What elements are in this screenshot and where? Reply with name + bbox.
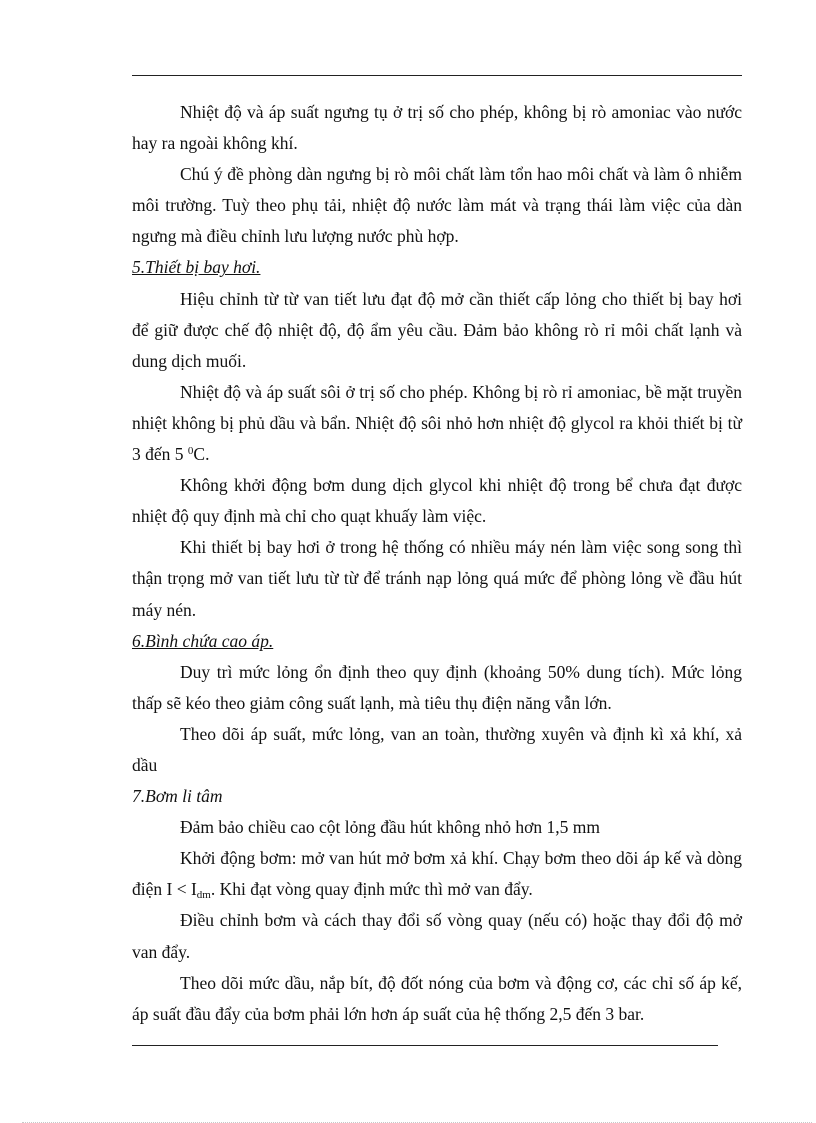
section-heading-5: 5.Thiết bị bay hơi.	[132, 257, 261, 278]
header-rule	[132, 75, 742, 76]
footer-rule	[132, 1045, 718, 1046]
degree-superscript: 0	[187, 445, 194, 458]
section-heading-6: 6.Bình chứa cao áp.	[132, 630, 274, 651]
paragraph: Hiệu chỉnh từ từ van tiết lưu đạt độ mở cần thiết cấp lỏng cho thiết bị bay hơi để giữ được chế độ nhiệt độ, độ ẩm yêu cầu. Đảm bảo không rò rỉ môi chất lạnh và dung dịch muối.	[132, 288, 742, 371]
current-subscript: dm	[196, 889, 211, 902]
document-body	[132, 97, 742, 1030]
paragraph	[132, 377, 742, 470]
paragraph: Duy trì mức lỏng ổn định theo quy định (khoảng 50% dung tích). Mức lỏng thấp sẽ kéo theo giảm công suất lạnh, mà tiêu thụ điện năng vẫn lớn.	[132, 661, 742, 713]
paragraph-text: C.	[193, 444, 210, 465]
paragraph-text: Khởi động bơm: mở van hút mở bơm xả khí. Chạy bơm theo dõi áp kế và dòng điện I < I	[132, 848, 742, 900]
paragraph: Theo dõi mức dầu, nắp bít, độ đốt nóng của bơm và động cơ, các chỉ số áp kế, áp suất đầu đẩy của bơm phải lớn hơn áp suất của hệ thống 2,5 đến 3 bar.	[132, 972, 742, 1024]
paragraph: Không khởi động bơm dung dịch glycol khi nhiệt độ trong bể chưa đạt được nhiệt độ quy định mà chỉ cho quạt khuấy làm việc.	[132, 475, 742, 527]
paragraph: Đảm bảo chiều cao cột lỏng đầu hút không nhỏ hơn 1,5 mm	[180, 817, 600, 838]
paragraph: Khi thiết bị bay hơi ở trong hệ thống có nhiều máy nén làm việc song song thì thận trọng mở van tiết lưu từ từ để tránh nạp lỏng quá mức để phòng lỏng về đầu hút máy nén.	[132, 537, 742, 620]
paragraph: Điều chỉnh bơm và cách thay đổi số vòng quay (nếu có) hoặc thay đổi độ mở van đẩy.	[132, 910, 742, 962]
section-heading-7: 7.Bơm li tâm	[132, 786, 223, 807]
paragraph: Theo dõi áp suất, mức lỏng, van an toàn, thường xuyên và định kì xả khí, xả dầu	[132, 723, 742, 775]
paragraph	[132, 843, 742, 905]
paragraph: Chú ý đề phòng dàn ngưng bị rò môi chất làm tổn hao môi chất và làm ô nhiễm môi trường. Tuỳ theo phụ tải, nhiệt độ nước làm mát và trạng thái làm việc của dàn ngưng mà điều chỉnh lưu lượng nước phù hợp.	[132, 164, 742, 247]
paragraph-text: . Khi đạt vòng quay định mức thì mở van đẩy.	[210, 879, 533, 900]
paragraph-text: Nhiệt độ và áp suất sôi ở trị số cho phép. Không bị rò rỉ amoniac, bề mặt truyền nhiệt không bị phủ dầu và bẩn. Nhiệt độ sôi nhỏ hơn nhiệt độ glycol ra khỏi thiết bị từ 3 đến 5	[132, 381, 742, 465]
paragraph: Nhiệt độ và áp suất ngưng tụ ở trị số cho phép, không bị rò amoniac vào nước hay ra ngoài không khí.	[132, 102, 742, 154]
